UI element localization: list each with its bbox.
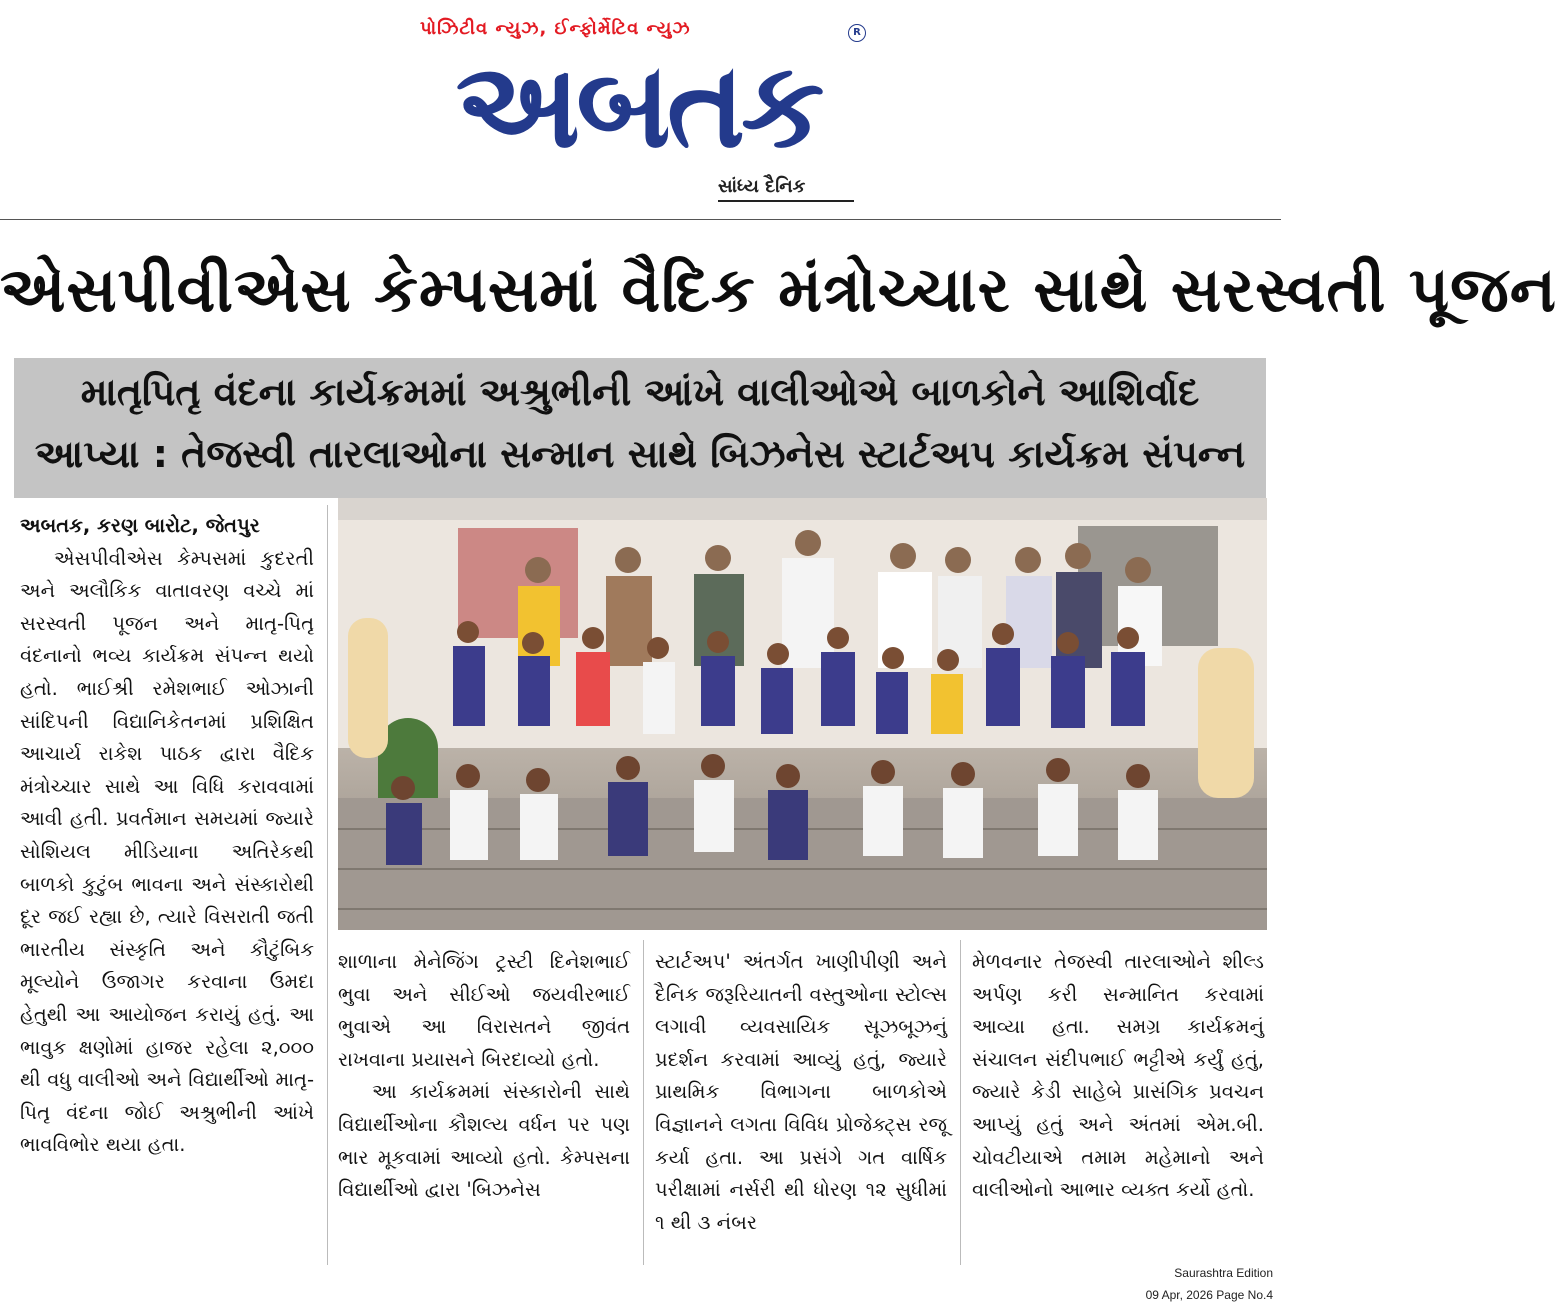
photo-people bbox=[338, 498, 1267, 930]
article-byline: અબતક, કરણ બારોટ, જેતપુર bbox=[20, 514, 260, 537]
article-paragraph: મેળવનાર તેજસ્વી તારલાઓને શીલ્ડ અર્પણ કરી સન્માનિત કરવામાં આવ્યા હતા. સમગ્ર કાર્યક્રમનું સંચાલન સંદીપભાઈ ભટ્ટીએ કર્યું હતું, જ્યારે કેડી સાહેબે પ્રાસંગિક પ્રવચન આપ્યું હતું અને અંતમાં એમ.બી. ચોવટીયાએ તમામ મહેમાનો અને વાલીઓનો આભાર વ્યક્ત કર્યો હતો. bbox=[972, 950, 1264, 1202]
article-subheadline bbox=[14, 358, 1266, 498]
registered-mark-icon: R bbox=[848, 24, 866, 42]
column-divider bbox=[643, 940, 644, 1265]
subheadline-line-2: આપ્યા : તેજસ્વી તારલાઓના સન્માન સાથે બિઝનેસ સ્ટાર્ટઅપ કાર્યક્રમ સંપન્ન bbox=[34, 432, 1246, 476]
article-column-4 bbox=[972, 946, 1264, 1207]
newspaper-logo: અબતક bbox=[455, 36, 821, 174]
column-divider bbox=[327, 505, 328, 1265]
column-divider bbox=[960, 940, 961, 1265]
article-paragraph: એસપીવીએસ કેમ્પસમાં કુદરતી અને અલૌકિક વાતાવરણ વચ્ચે માં સરસ્વતી પૂજન અને માતૃ-પિતૃ વંદનાનો ભવ્ય કાર્યક્રમ સંપન્ન થયો હતો. ભાઈશ્રી રમેશભાઈ ઓઝાની સાંદિપની વિદ્યાનિકેતનમાં પ્રશિક્ષિત આચાર્ય રાકેશ પાઠક દ્વારા વૈદિક મંત્રોચ્ચાર સાથે આ વિધિ કરાવવામાં આવી હતી. પ્રવર્તમાન સમયમાં જ્યારે સોશિયલ મીડિયાના અતિરેકથી બાળકો કુટુંબ ભાવના અને સંસ્કારોથી દૂર જઈ રહ્યા છે, ત્યારે વિસરાતી જતી ભારતીય સંસ્કૃતિ અને કૌટુંબિક મૂલ્યોને ઉજાગર કરવાના ઉમદા હેતુથી આ આયોજન કરાયું હતું. આ ભાવુક ક્ષણોમાં હાજર રહેલા ૨,૦૦૦ થી વધુ વાલીઓ અને વિદ્યાર્થીઓ માતૃ-પિતૃ વંદના જોઈ અશ્રુભીની આંખે ભાવવિભોર થયા હતા. bbox=[20, 546, 314, 1157]
masthead-divider bbox=[0, 219, 1281, 220]
article-paragraph: આ કાર્યક્રમમાં સંસ્કારોની સાથે વિદ્યાર્થીઓના કૌશલ્ય વર્ધન પર પણ ભાર મૂકવામાં આવ્યો હતો. કેમ્પસના વિદ્યાર્થીઓ દ્વારા 'બિઝનેસ bbox=[338, 1080, 630, 1202]
edition-label: સાંધ્ય દૈનિક bbox=[718, 176, 806, 197]
footer-edition: Saurashtra Edition bbox=[1174, 1266, 1273, 1280]
article-column-2 bbox=[338, 946, 630, 1207]
article-column-1 bbox=[20, 510, 314, 1162]
article-paragraph: સ્ટાર્ટઅપ' અંતર્ગત ખાણીપીણી અને દૈનિક જરૂરિયાતની વસ્તુઓના સ્ટોલ્સ લગાવી વ્યવસાયિક સૂઝબૂઝનું પ્રદર્શન કરવામાં આવ્યું હતું, જ્યારે પ્રાથમિક વિભાગના બાળકોએ વિજ્ઞાનને લગતા વિવિધ પ્રોજેક્ટ્સ રજૂ કર્યા હતા. આ પ્રસંગે ગત વાર્ષિક પરીક્ષામાં નર્સરી થી ધોરણ ૧૨ સુધીમાં ૧ થી ૩ નંબર bbox=[655, 950, 947, 1234]
article-column-3 bbox=[655, 946, 947, 1239]
article-paragraph: શાળાના મેનેજિંગ ટ્રસ્ટી દિનેશભાઈ ભુવા અને સીઈઓ જયવીરભાઈ ભુવાએ આ વિરાસતને જીવંત રાખવાના પ્રયાસને બિરદાવ્યો હતો. bbox=[338, 950, 630, 1071]
subheadline-line-1: માતૃપિતૃ વંદના કાર્યક્રમમાં અશ્રુભીની આંખે વાલીઓએ બાળકોને આશિર્વાદ bbox=[80, 370, 1200, 414]
article-headline: એસપીવીએસ કેમ્પસમાં વૈદિક મંત્રોચ્ચાર સાથે સરસ્વતી પૂજન bbox=[0, 253, 1557, 326]
masthead-tagline: પોઝિટીવ ન્યુઝ, ઈન્ફોર્મેટિવ ન્યુઝ bbox=[420, 18, 691, 39]
footer-date-page: 09 Apr, 2026 Page No.4 bbox=[1145, 1288, 1273, 1302]
masthead bbox=[0, 0, 1281, 220]
event-photo bbox=[338, 498, 1267, 930]
edition-underline bbox=[718, 200, 854, 202]
